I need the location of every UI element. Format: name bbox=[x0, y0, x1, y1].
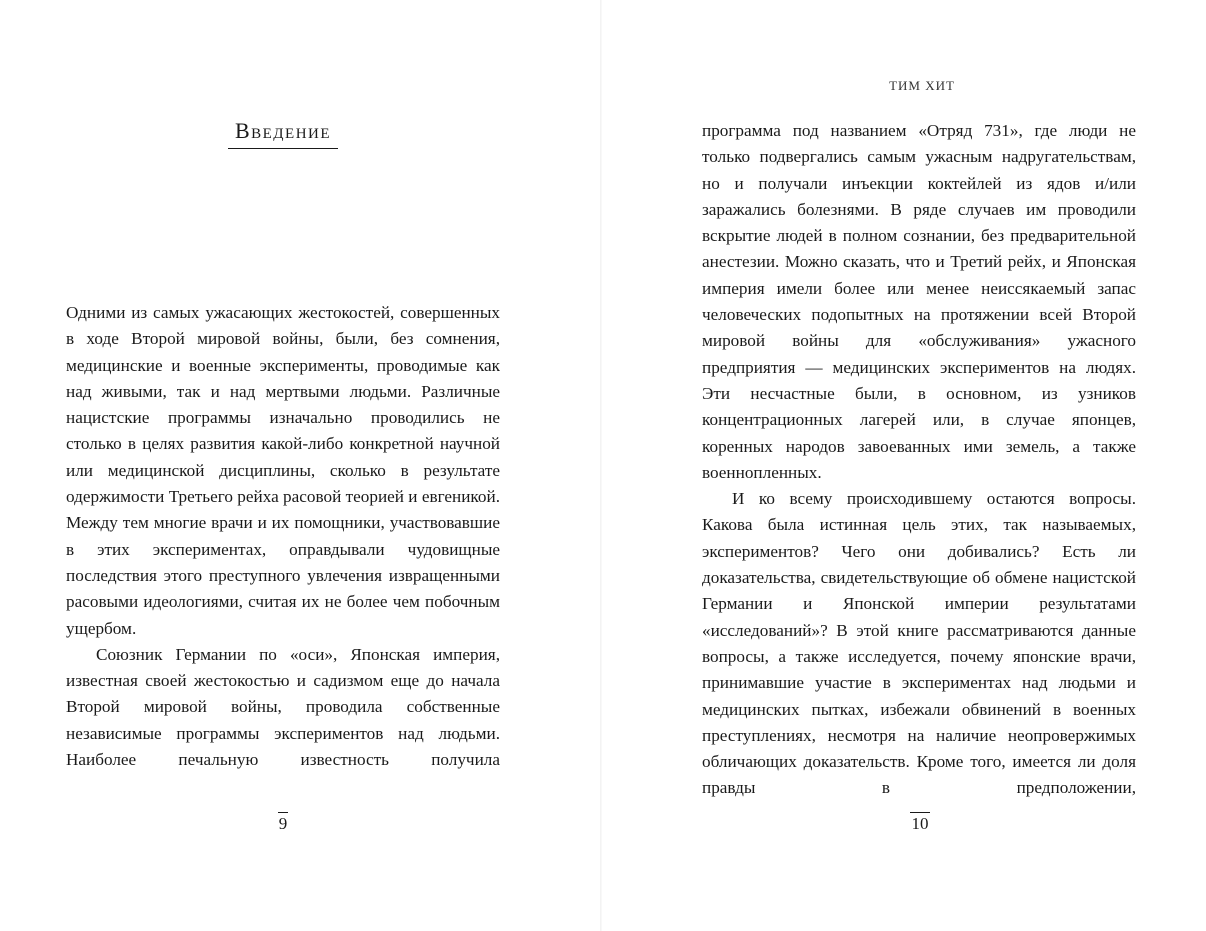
left-page-text bbox=[66, 300, 500, 773]
folio-rule bbox=[278, 812, 288, 813]
page-number bbox=[268, 812, 298, 834]
left-page bbox=[0, 0, 600, 931]
page-number bbox=[905, 812, 935, 834]
running-head: ТИМ ХИТ bbox=[889, 78, 955, 93]
chapter-title: Введение bbox=[228, 118, 338, 149]
paragraph: программа под названием «Отряд 731», где люди не только подвергались самым ужасным надругательствам, но и получали инъекции коктейлей из ядов и/или заражались болезнями. В ряде случаев им проводили вскрытие людей в полном сознании, без предварительной анестезии. Можно сказать, что и Третий рейх, и Японская империя имели более или менее неиссякаемый запас человеческих подопытных на протяжении всей Второй мировой войны для «обслуживания» ужасного предприятия — медицинских экспериментов на людях. Эти несчастные были, в основном, из узников концентрационных лагерей или, в случае японцев, коренных народов завоеванных ими земель, а также военнопленных. bbox=[702, 121, 1136, 482]
folio-rule bbox=[910, 812, 930, 813]
right-page-text bbox=[702, 118, 1136, 802]
page-number-label: 9 bbox=[278, 814, 288, 833]
page-number-label: 10 bbox=[911, 814, 929, 833]
right-page bbox=[602, 0, 1206, 931]
paragraph: И ко всему происходившему остаются вопросы. Какова была истинная цель этих, так называемых, экспериментов? Чего они добивались? Есть ли доказательства, свидетельствующие об обмене нацистской Германии и Японской империи результатами «исследований»? В этой книге рассматриваются данные вопросы, а также исследуется, почему японские врачи, принимавшие участие в экспериментах над людьми и медицинских пытках, избежали обвинений в военных преступлениях, несмотря на наличие неопровержимых обличающих доказательств. Кроме того, имеется ли доля правды в предположении, bbox=[702, 489, 1136, 798]
paragraph: Союзник Германии по «оси», Японская империя, известная своей жестокостью и садизмом еще до начала Второй мировой войны, проводила собственные независимые программы экспериментов над людьми. Наиболее печальную известность получила bbox=[66, 644, 500, 770]
paragraph: Одними из самых ужасающих жестокостей, совершенных в ходе Второй мировой войны, были, без сомнения, медицинские и военные эксперименты, проводимые как над живыми, так и над мертвыми людьми. Различные нацистские программы изначально проводились не столько в целях развития какой-либо конкретной научной или медицинской дисциплины, сколько в результате одержимости Третьего рейха расовой теорией и евгеникой. Между тем многие врачи и их помощники, участвовавшие в этих экспериментах, оправдывали чудовищные последствия этого преступного увлечения извращенными расовыми идеологиями, считая их не более чем побочным ущербом. bbox=[66, 303, 500, 638]
